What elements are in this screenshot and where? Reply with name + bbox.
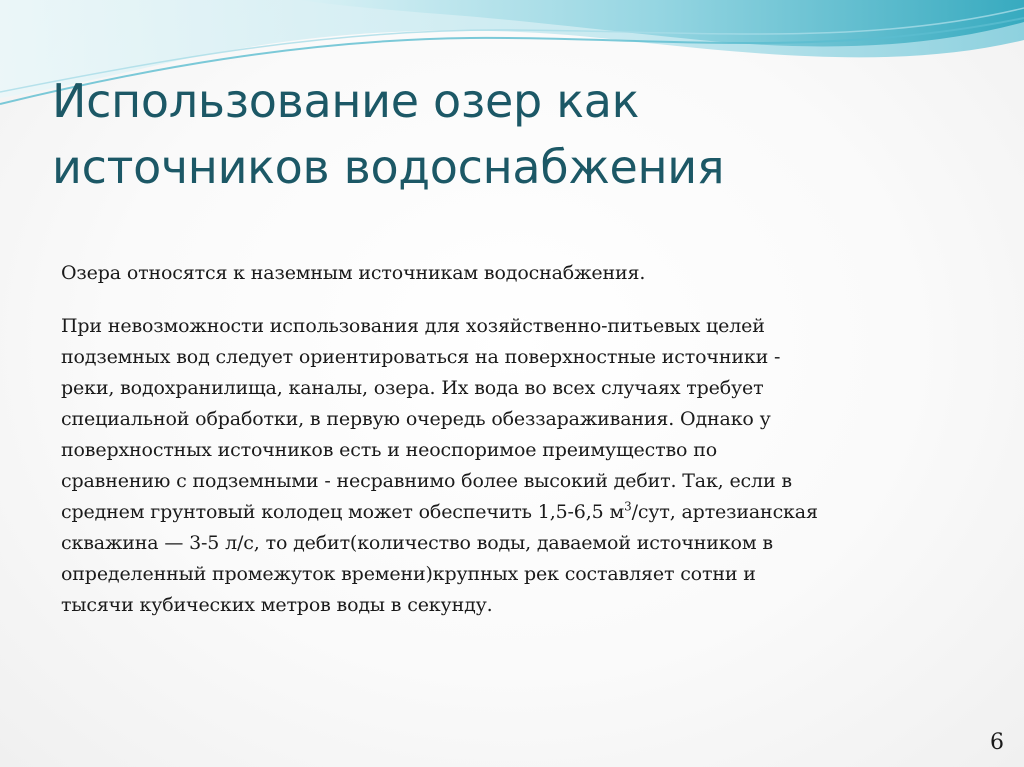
- paragraph-line-9: определенный промежуток времени)крупных рек составляет сотни и: [61, 563, 756, 585]
- paragraph-line-1: При невозможности использования для хозяйственно-питьевых целей: [61, 315, 765, 337]
- paragraph-line-5: поверхностных источников есть и неоспоримое преимущество по: [61, 439, 717, 461]
- title-line-1: Использование озер как: [52, 74, 640, 128]
- slide-body: [61, 258, 941, 621]
- lead-paragraph: Озера относятся к наземным источникам водоснабжения.: [61, 262, 646, 284]
- cubic-superscript: 3: [624, 499, 632, 514]
- title-line-2: источников водоснабжения: [52, 140, 725, 194]
- paragraph-line-7: [61, 497, 941, 528]
- paragraph-line-10: тысячи кубических метров воды в секунду.: [61, 594, 493, 616]
- paragraph-line-3: реки, водохранилища, каналы, озера. Их вода во всех случаях требует: [61, 377, 764, 399]
- page-number: 6: [990, 730, 1004, 755]
- paragraph-line-8: скважина — 3-5 л/с, то дебит(количество воды, даваемой источником в: [61, 532, 773, 554]
- slide-title: [52, 68, 952, 200]
- line7-after: /сут, артезианская: [631, 501, 818, 523]
- line7-before: среднем грунтовый колодец может обеспечить 1,5-6,5 м: [61, 501, 625, 523]
- paragraph-line-2: подземных вод следует ориентироваться на поверхностные источники -: [61, 346, 781, 368]
- paragraph-line-4: специальной обработки, в первую очередь обеззараживания. Однако у: [61, 408, 771, 430]
- main-paragraph: [61, 311, 941, 621]
- paragraph-line-6: сравнению с подземными - несравнимо более высокий дебит. Так, если в: [61, 470, 792, 492]
